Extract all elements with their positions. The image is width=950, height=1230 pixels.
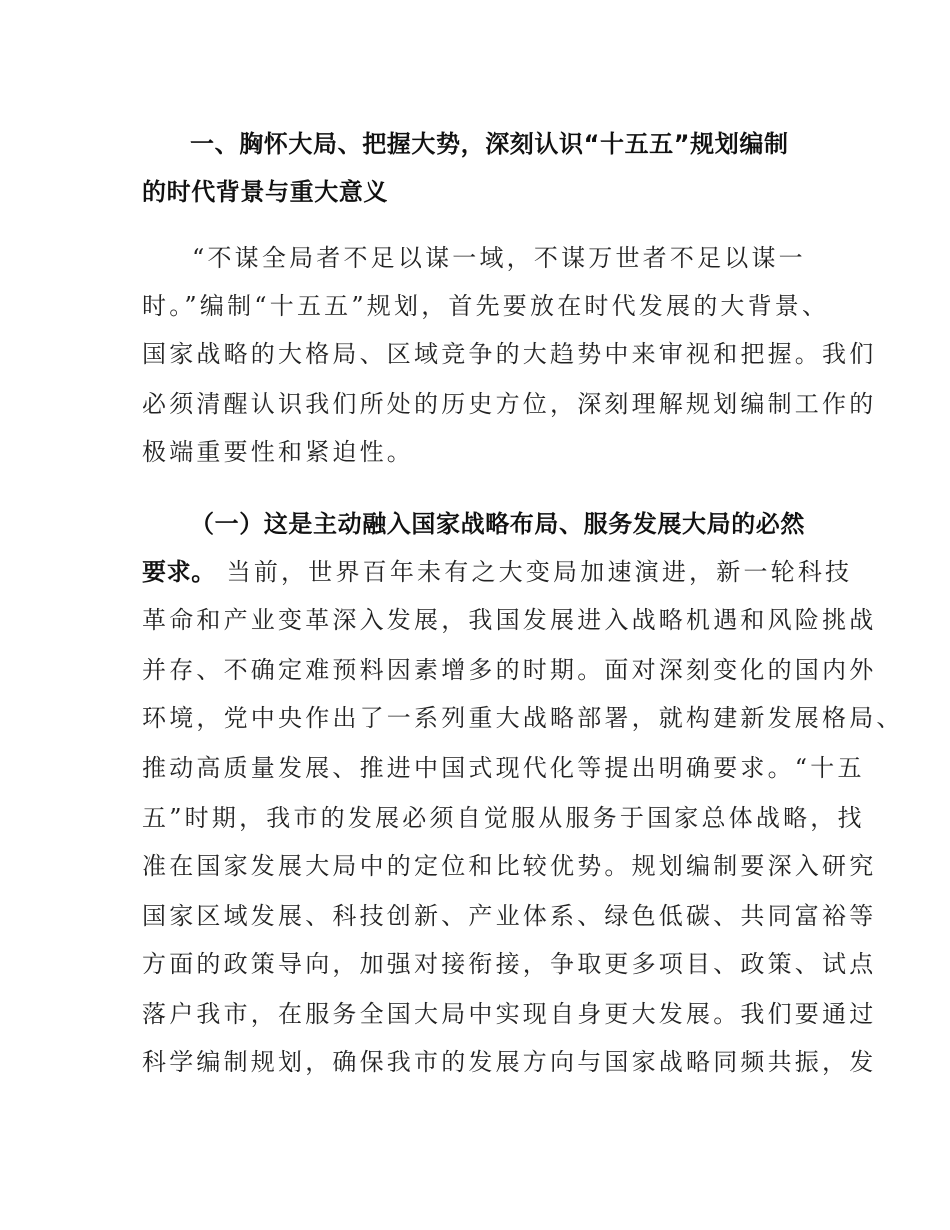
subsection-1-line-5: 推动高质量发展、推进中国式现代化等提出明确要求。“十五 <box>142 754 865 782</box>
section-heading-line-2: 的时代背景与重大意义 <box>142 178 388 206</box>
subsection-1-heading: （一）这是主动融入国家战略布局、服务发展大局的必然 <box>190 510 805 538</box>
subsection-1-line-3: 并存、不确定难预料因素增多的时期。面对深刻变化的国内外 <box>142 656 877 684</box>
intro-paragraph-line-3: 国家战略的大格局、区域竞争的大趋势中来审视和把握。我们 <box>142 340 877 368</box>
subsection-1-line-2: 革命和产业变革深入发展，我国发展进入战略机遇和风险挑战 <box>142 606 877 634</box>
intro-paragraph-line-1: “不谋全局者不足以谋一域，不谋万世者不足以谋一 <box>192 244 806 272</box>
subsection-1-line-4: 环境，党中央作出了一系列重大战略部署，就构建新发展格局、 <box>142 704 904 732</box>
intro-paragraph-line-2: 时。”编制“十五五”规划，首先要放在时代发展的大背景、 <box>142 292 830 320</box>
subsection-1-line-1 <box>142 548 853 596</box>
section-heading-line-1: 一、胸怀大局、把握大势，深刻认识“十五五”规划编制 <box>190 130 789 158</box>
subsection-1-line-7: 准在国家发展大局中的定位和比较优势。规划编制要深入研究 <box>142 852 877 880</box>
intro-paragraph-line-5: 极端重要性和紧迫性。 <box>142 438 414 466</box>
subsection-1-line-9: 方面的政策导向，加强对接衔接，争取更多项目、政策、试点 <box>142 950 877 978</box>
intro-paragraph-line-4: 必须清醒认识我们所处的历史方位，深刻理解规划编制工作的 <box>142 390 877 418</box>
subsection-1-heading-tail: 要求。 <box>142 558 216 586</box>
subsection-1-line-10: 落户我市，在服务全国大局中实现自身更大发展。我们要通过 <box>142 1000 877 1028</box>
subsection-1-line-6: 五”时期，我市的发展必须自觉服从服务于国家总体战略，找 <box>142 804 865 832</box>
subsection-1-first-line-text: 当前，世界百年未有之大变局加速演进，新一轮科技 <box>215 558 853 586</box>
subsection-1-line-8: 国家区域发展、科技创新、产业体系、绿色低碳、共同富裕等 <box>142 902 877 930</box>
subsection-1-line-11: 科学编制规划，确保我市的发展方向与国家战略同频共振，发 <box>142 1048 877 1076</box>
